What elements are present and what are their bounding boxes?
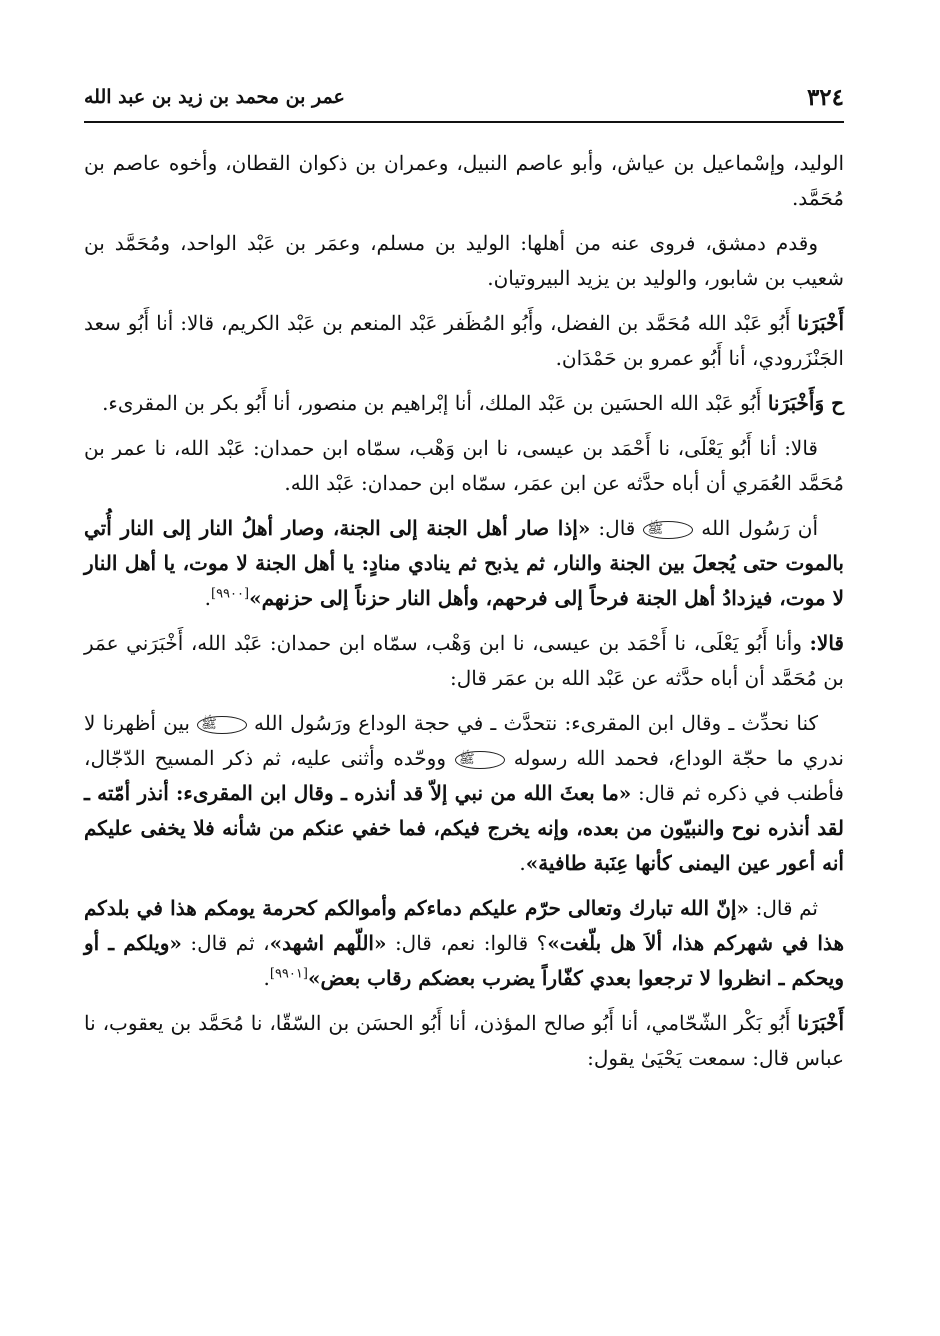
paragraph bbox=[84, 146, 844, 216]
paragraph bbox=[84, 386, 844, 421]
paragraph bbox=[84, 626, 844, 696]
paragraph bbox=[84, 431, 844, 501]
paragraph-text: أَبُو عَبْد الله مُحَمَّد بن الفضل، وأَبُو المُظَفر عَبْد المنعم بن عَبْد الكريم، قالا: أنا أَبُو سعد الجَنْزَرودي، أنا أَبُو عمرو بن حَمْدَان. bbox=[84, 311, 844, 370]
paragraph bbox=[84, 306, 844, 376]
hadith-text-b: بين أظهرنا لا ندري ما حجّة الوداع، فحمد الله رسوله bbox=[84, 711, 845, 770]
hadith-quote: «اللّهم اشهد» bbox=[269, 931, 387, 955]
page-body bbox=[84, 146, 844, 1086]
paragraph-text: الوليد، وإسْماعيل بن عياش، وأبو عاصم النبيل، وعمران بن ذكوان القطان، وأخوه عاصم بن مُحَمَّد. bbox=[84, 151, 844, 210]
paragraph-text: أَبُو بَكْر الشّحّامي، أنا أَبُو صالح المؤذن، أنا أَبُو الحسَن بن السّقّا، نا مُحَمَّد بن يعقوب، نا عباس قال: سمعت يَحْيَىٰ يقول: bbox=[84, 1011, 844, 1070]
hadith-text-a: كنا نحدِّث ـ وقال ابن المقرىء: نتحدَّث ـ في حجة الوداع ورَسُول الله bbox=[246, 711, 818, 735]
salutation-icon: ﷺ bbox=[643, 521, 693, 539]
page-header bbox=[84, 82, 844, 122]
hadith-paragraph-2 bbox=[84, 706, 844, 881]
hadith-text: ؟ قالوا: نعم، قال: bbox=[386, 931, 548, 955]
paragraph-text: أَبُو عَبْد الله الحسَين بن عَبْد الملك، أنا إبْراهيم بن منصور، أنا أَبُو بكر بن المقرىء. bbox=[102, 391, 768, 415]
hadith-text: «ما بعثَ الله من نبي إلاّ قد أنذره ـ وقال ابن المقرىء: أنذر أمّته ـ لقد أنذره نوح والنبيّون من بعده، وإنه يخرج فيكم، فما خفي عنكم من شأنه فلا يخفى عليكم أنه أعور عين اليمنى كأنها عِنَبة طافية» bbox=[84, 781, 844, 875]
hadith-end: . bbox=[263, 966, 270, 990]
hadith-text: «إذا صار أهل الجنة إلى الجنة، وصار أهلُ النار إلى النار أُتي بالموت حتى يُجعلَ بين الجنة والنار، ثم يذبح ثم ينادي منادٍ: يا أهل الجنة لا موت، يا أهل النار لا موت، فيزدادُ أهل الجنة فرحاً إلى فرحهم، وأهل النار حزناً إلى حزنهم» bbox=[84, 516, 844, 610]
hadith-text: ثم قال: bbox=[748, 896, 818, 920]
hadith-quote: «ويلكم ـ أو ويحكم ـ انظروا لا ترجعوا بعدي كفّاراً يضرب بعضكم رقاب بعض» bbox=[84, 931, 844, 990]
paragraph-text: وأنا أَبُو يَعْلَى، نا أَحْمَد بن عيسى، نا ابن وَهْب، سمّاه ابن حمدان: عَبْد الله، أَخْبَرَني عمَر بن مُحَمَّد أن أباه حدَّثه عن عَبْد الله بن عمَر قال: bbox=[84, 631, 844, 690]
hadith-end: . bbox=[519, 851, 526, 875]
hadith-reference: [٩٩٠١] bbox=[269, 966, 308, 982]
paragraph bbox=[84, 1006, 844, 1076]
running-title: عمر بن محمد بن زيد بن عبد الله bbox=[84, 86, 345, 108]
hadith-paragraph-1 bbox=[84, 511, 844, 616]
isnad-lead: أَخْبَرَنا bbox=[797, 311, 844, 335]
page-number: ٣٢٤ bbox=[806, 84, 844, 111]
isnad-lead: أَخْبَرَنا bbox=[797, 1011, 844, 1035]
hadith-end: . bbox=[204, 586, 211, 610]
hadith-quote: «إنّ الله تبارك وتعالى حرّم عليكم دماءكم وأموالكم كحرمة يومكم هذا في بلدكم هذا في شهركم هذا، ألاَ هل بلّغت» bbox=[84, 896, 845, 955]
salutation-icon: ﷺ bbox=[455, 751, 505, 769]
hadith-reference: [٩٩٠٠] bbox=[211, 586, 250, 602]
hadith-text: ، ثم قال: bbox=[181, 931, 270, 955]
paragraph-text: قالا: أنا أَبُو يَعْلَى، نا أَحْمَد بن عيسى، نا ابن وَهْب، سمّاه ابن حمدان: عَبْد الله، نا عمر بن مُحَمَّد العُمَري أن أباه حدَّثه عن ابن عمَر، سمّاه ابن حمدان: عَبْد الله. bbox=[84, 436, 844, 495]
paragraph bbox=[84, 226, 844, 296]
isnad-lead: ح وَأَخْبَرَنا bbox=[767, 391, 844, 415]
header-rule bbox=[84, 121, 844, 123]
hadith-prefix: أن رَسُول الله bbox=[701, 516, 819, 540]
salutation-icon: ﷺ bbox=[197, 716, 247, 734]
isnad-lead: قالا: bbox=[809, 631, 844, 655]
paragraph-text: وقدم دمشق، فروى عنه من أهلها: الوليد بن مسلم، وعمَر بن عَبْد الواحد، ومُحَمَّد بن شعيب بن شابور، والوليد بن يزيد البيروتيان. bbox=[84, 231, 844, 290]
hadith-text-c: ووحّده وأثنى عليه، ثم ذكر المسيح الدّجّال، فأطنب في ذكره ثم قال: bbox=[84, 746, 844, 805]
hadith-qala: قال: bbox=[590, 516, 644, 540]
hadith-paragraph-3 bbox=[84, 891, 844, 996]
